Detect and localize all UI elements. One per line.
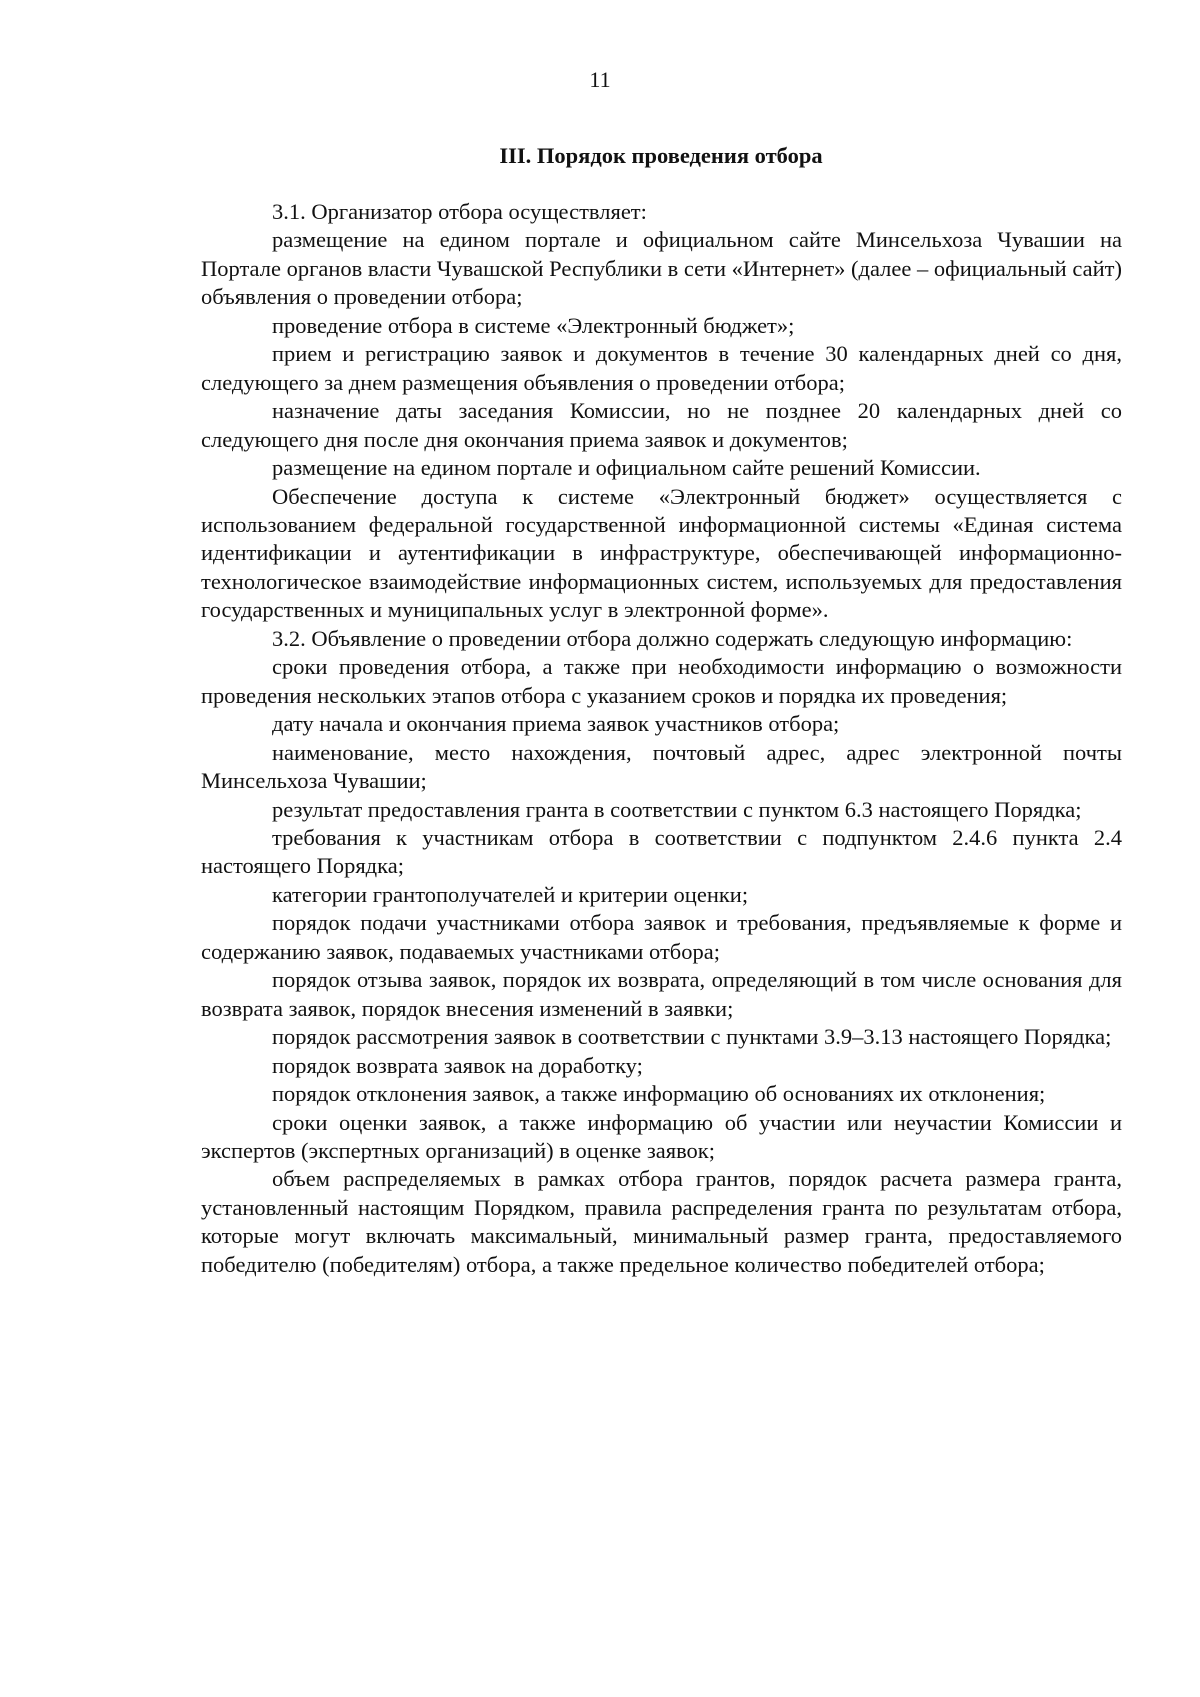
paragraph: Обеспечение доступа к системе «Электронный бюджет» осуществляется с использованием федеральной государственной информационной системы «Единая система идентификации и аутентификации в инфраструктуре, обеспечивающей информационно-технологическое взаимодействие информационных систем, используемых для предоставления государственных и муниципальных услуг в электронной форме». [201,483,1122,623]
paragraph: порядок отклонения заявок, а также информацию об основаниях их отклонения; [272,1081,1046,1107]
paragraph: сроки оценки заявок, а также информацию об участии или неучастии Комиссии и экспертов (экспертных организаций) в оценке заявок; [201,1109,1122,1163]
paragraph: назначение даты заседания Комиссии, но не позднее 20 календарных дней со следующего дня после дня окончания приема заявок и документов; [201,398,1122,452]
paragraph: порядок подачи участниками отбора заявок и требования, предъявляемые к форме и содержанию заявок, подаваемых участниками отбора; [201,910,1122,964]
paragraph: 3.2. Объявление о проведении отбора должно содержать следующую информацию: [272,625,1073,651]
paragraph: требования к участникам отбора в соответствии с подпунктом 2.4.6 пункта 2.4 настоящего Порядка; [201,824,1122,879]
paragraph: прием и регистрацию заявок и документов в течение 30 календарных дней со дня, следующего за днем размещения объявления о проведении отбора; [201,341,1122,395]
paragraph: наименование, место нахождения, почтовый адрес, адрес электронной почты Минсельхоза Чувашии; [201,739,1122,794]
paragraph: 3.1. Организатор отбора осуществляет: [272,199,647,224]
document-body [201,198,1122,1279]
paragraph: размещение на едином портале и официальном сайте решений Комиссии. [272,455,981,481]
paragraph: категории грантополучателей и критерии оценки; [272,881,749,907]
paragraph: порядок отзыва заявок, порядок их возврата, определяющий в том числе основания для возврата заявок, порядок внесения изменений в заявки; [201,967,1122,1021]
paragraph: объем распределяемых в рамках отбора грантов, порядок расчета размера гранта, установленный настоящим Порядком, правила распределения гранта по результатам отбора, которые могут включать максимальный, минимальный размер гранта, предоставляемого победителю (победителям) отбора, а также предельное количество победителей отбора; [201,1166,1122,1277]
paragraph: результат предоставления гранта в соответствии с пунктом 6.3 настоящего Порядка; [272,796,1082,822]
paragraph: порядок рассмотрения заявок в соответствии с пунктами 3.9–3.13 настоящего Порядка; [272,1024,1112,1050]
paragraph: дату начала и окончания приема заявок участников отбора; [272,711,840,737]
paragraph: проведение отбора в системе «Электронный бюджет»; [272,312,795,338]
paragraph: порядок возврата заявок на доработку; [272,1052,643,1078]
section-title: III. Порядок проведения отбора [499,143,823,168]
paragraph: сроки проведения отбора, а также при необходимости информацию о возможности проведения нескольких этапов отбора с указанием сроков и порядка их проведения; [201,654,1122,708]
page-number: 11 [589,67,611,92]
paragraph: размещение на едином портале и официальном сайте Минсельхоза Чувашии на Портале органов власти Чувашской Республики в сети «Интернет» (далее – официальный сайт) объявления о проведении отбора; [201,227,1122,310]
